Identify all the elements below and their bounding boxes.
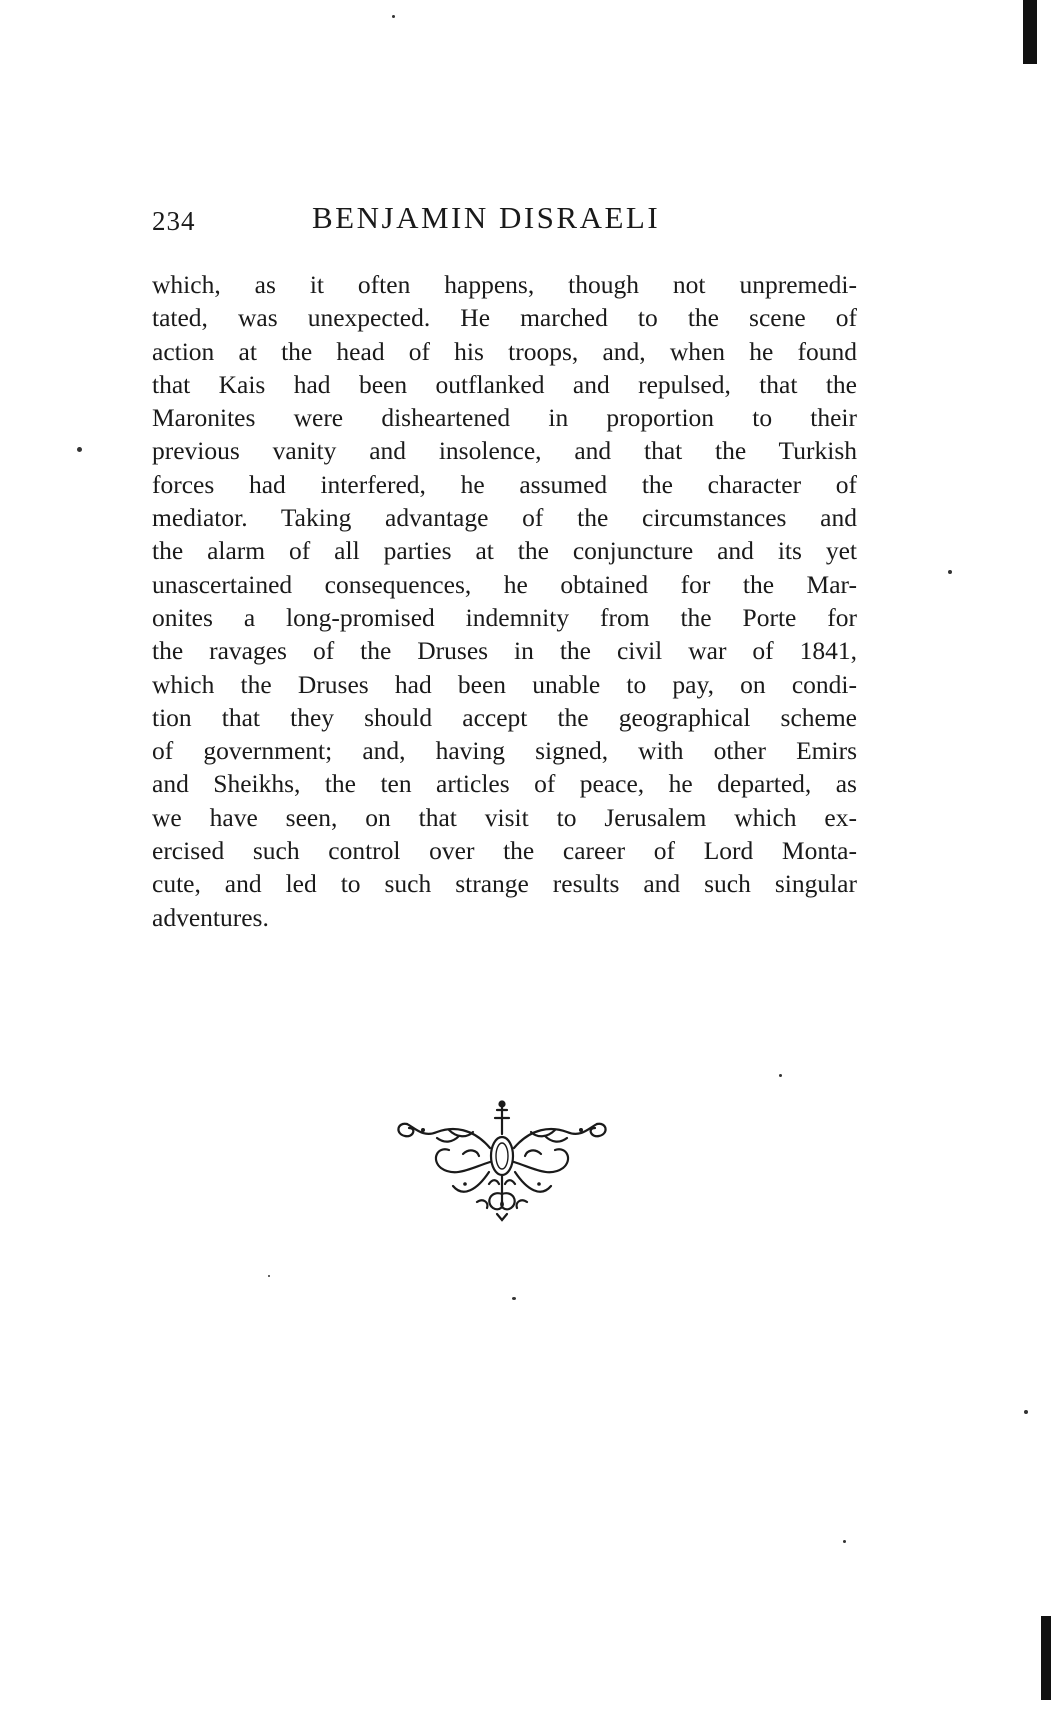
- scan-speck: [843, 1540, 846, 1543]
- running-header: [152, 200, 857, 250]
- scan-speck: [1024, 1410, 1028, 1414]
- text-line: we have seen, on that visit to Jerusalem which ex-: [152, 802, 857, 832]
- text-line: mediator. Taking advantage of the circumstances and: [152, 503, 857, 533]
- running-title: BENJAMIN DISRAELI: [312, 200, 661, 235]
- scan-speck: [392, 15, 395, 18]
- text-line: tion that they should accept the geographical scheme: [152, 702, 857, 732]
- text-line: onites a long-promised indemnity from the Porte for: [152, 602, 857, 632]
- scan-edge-mark: [1023, 0, 1037, 64]
- text-line: that Kais had been outflanked and repulsed, that the: [152, 369, 857, 399]
- text-line: adventures.: [152, 902, 269, 932]
- text-line: Maronites were disheartened in proportion to their: [152, 403, 857, 433]
- scan-edge-mark: [1041, 1616, 1051, 1700]
- text-line: which, as it often happens, though not unpremedi-: [152, 270, 857, 299]
- text-line: forces had interfered, he assumed the character of: [152, 469, 857, 499]
- text-line: the alarm of all parties at the conjuncture and its yet: [152, 536, 857, 566]
- text-line: which the Druses had been unable to pay, on condi-: [152, 669, 857, 699]
- text-line: the ravages of the Druses in the civil war of 1841,: [152, 636, 857, 666]
- text-line: unascertained consequences, he obtained for the Mar-: [152, 569, 857, 599]
- text-line: of government; and, having signed, with other Emirs: [152, 736, 857, 766]
- text-line: ercised such control over the career of Lord Monta-: [152, 836, 857, 866]
- page-number: 234: [152, 206, 196, 236]
- text-line: previous vanity and insolence, and that the Turkish: [152, 436, 857, 466]
- text-line: tated, was unexpected. He marched to the scene of: [152, 303, 857, 333]
- text-line: action at the head of his troops, and, when he found: [152, 336, 857, 366]
- body-paragraph: [152, 268, 857, 934]
- scan-speck: [77, 447, 82, 452]
- scan-speck: [948, 570, 952, 574]
- text-line: cute, and led to such strange results and such singular: [152, 869, 857, 899]
- text-line: and Sheikhs, the ten articles of peace, he departed, as: [152, 769, 857, 799]
- scan-speck: [779, 1074, 782, 1077]
- tailpiece-ornament-icon: [393, 1098, 611, 1222]
- scan-speck: [512, 1297, 516, 1300]
- scan-speck: [268, 1275, 270, 1277]
